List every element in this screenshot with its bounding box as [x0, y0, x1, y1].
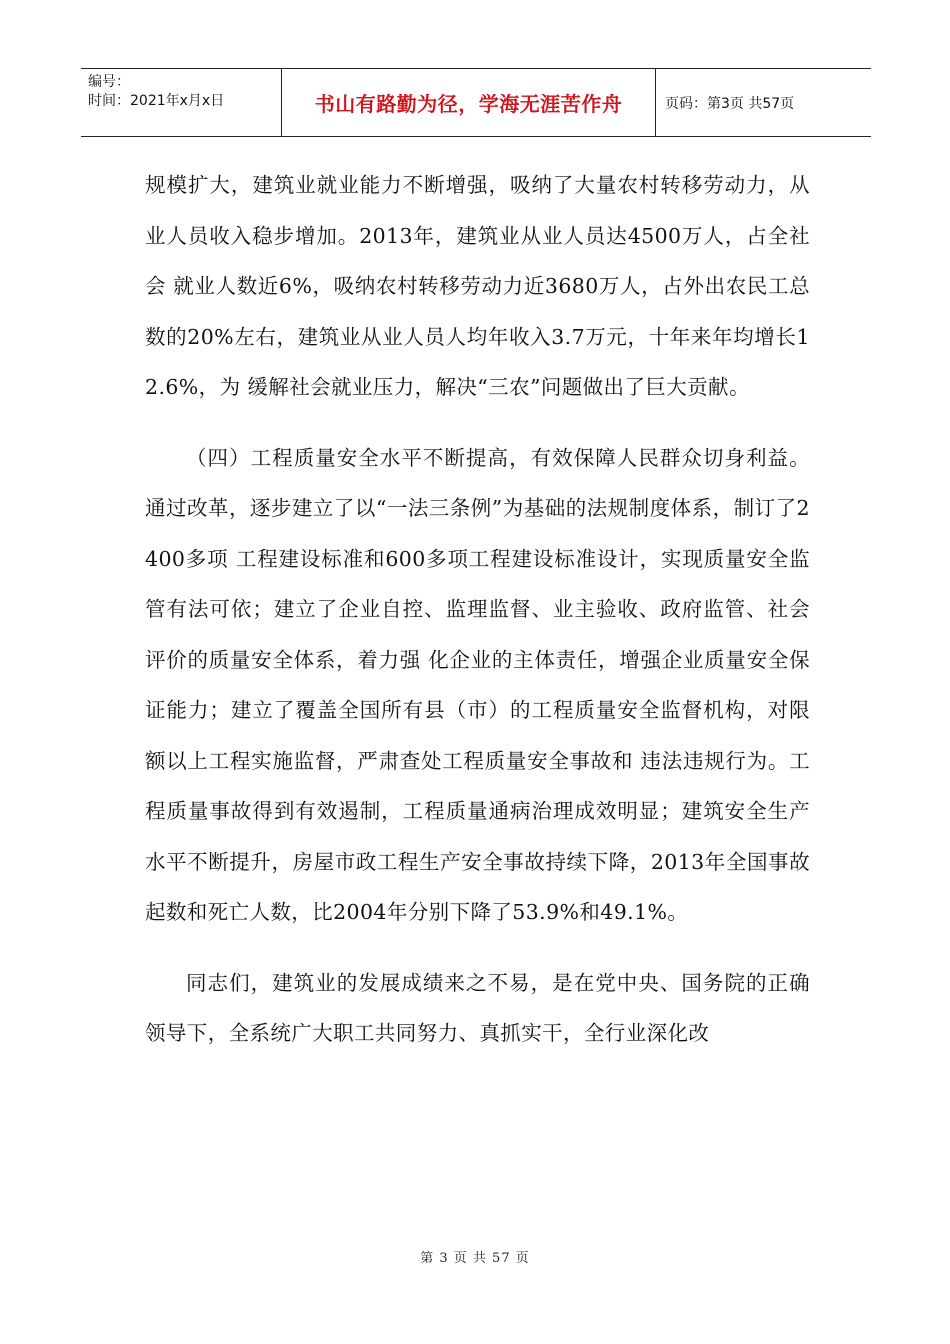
header-page-info: 页码：第3页 共57页: [665, 95, 795, 112]
document-body: [145, 160, 810, 1059]
page-header: [81, 68, 871, 137]
body-paragraph-2: （四）工程质量安全水平不断提高，有效保障人民群众切身利益。通过改革，逐步建立了以“一法三条例”为基础的法规制度体系，制订了2400多项 工程建设标准和600多项工程建设标准设计，实现质量安全监管有法可依；建立了企业自控、监理监督、业主验收、政府监管、社会评价的质量安全体系，着力强 化企业的主体责任，增强企业质量安全保证能力；建立了覆盖全国所有县（市）的工程质量安全监督机构，对限额以上工程实施监督，严肃查处工程质量安全事故和 违法违规行为。工程质量事故得到有效遏制，工程质量通病治理成效明显；建筑安全生产水平不断提升，房屋市政工程生产安全事故持续下降，2013年全国事故 起数和死亡人数，比2004年分别下降了53.9%和49.1%。: [145, 445, 810, 924]
document-time-label: 时间：2021年x月x日: [88, 93, 225, 109]
header-meta-cell: [81, 69, 282, 136]
body-paragraph-1: 规模扩大，建筑业就业能力不断增强，吸纳了大量农村转移劳动力，从业人员收入稳步增加。2013年，建筑业从业人员达4500万人，占全社会 就业人数近6%，吸纳农村转移劳动力近3680万人，占外出农民工总数的20%左右，建筑业从业人员人均年收入3.7万元，十年来年均增长12.6%，为 缓解社会就业压力，解决“三农”问题做出了巨大贡献。: [145, 173, 810, 399]
header-motto: 书山有路勤为径，学海无涯苦作舟: [282, 69, 656, 136]
page-footer: 第 3 页 共 57 页: [420, 1251, 530, 1266]
body-paragraph-3: 同志们，建筑业的发展成绩来之不易，是在党中央、国务院的正确领导下，全系统广大职工共同努力、真抓实干，全行业深化改: [145, 970, 810, 1045]
document-number-label: 编号：: [88, 74, 130, 90]
